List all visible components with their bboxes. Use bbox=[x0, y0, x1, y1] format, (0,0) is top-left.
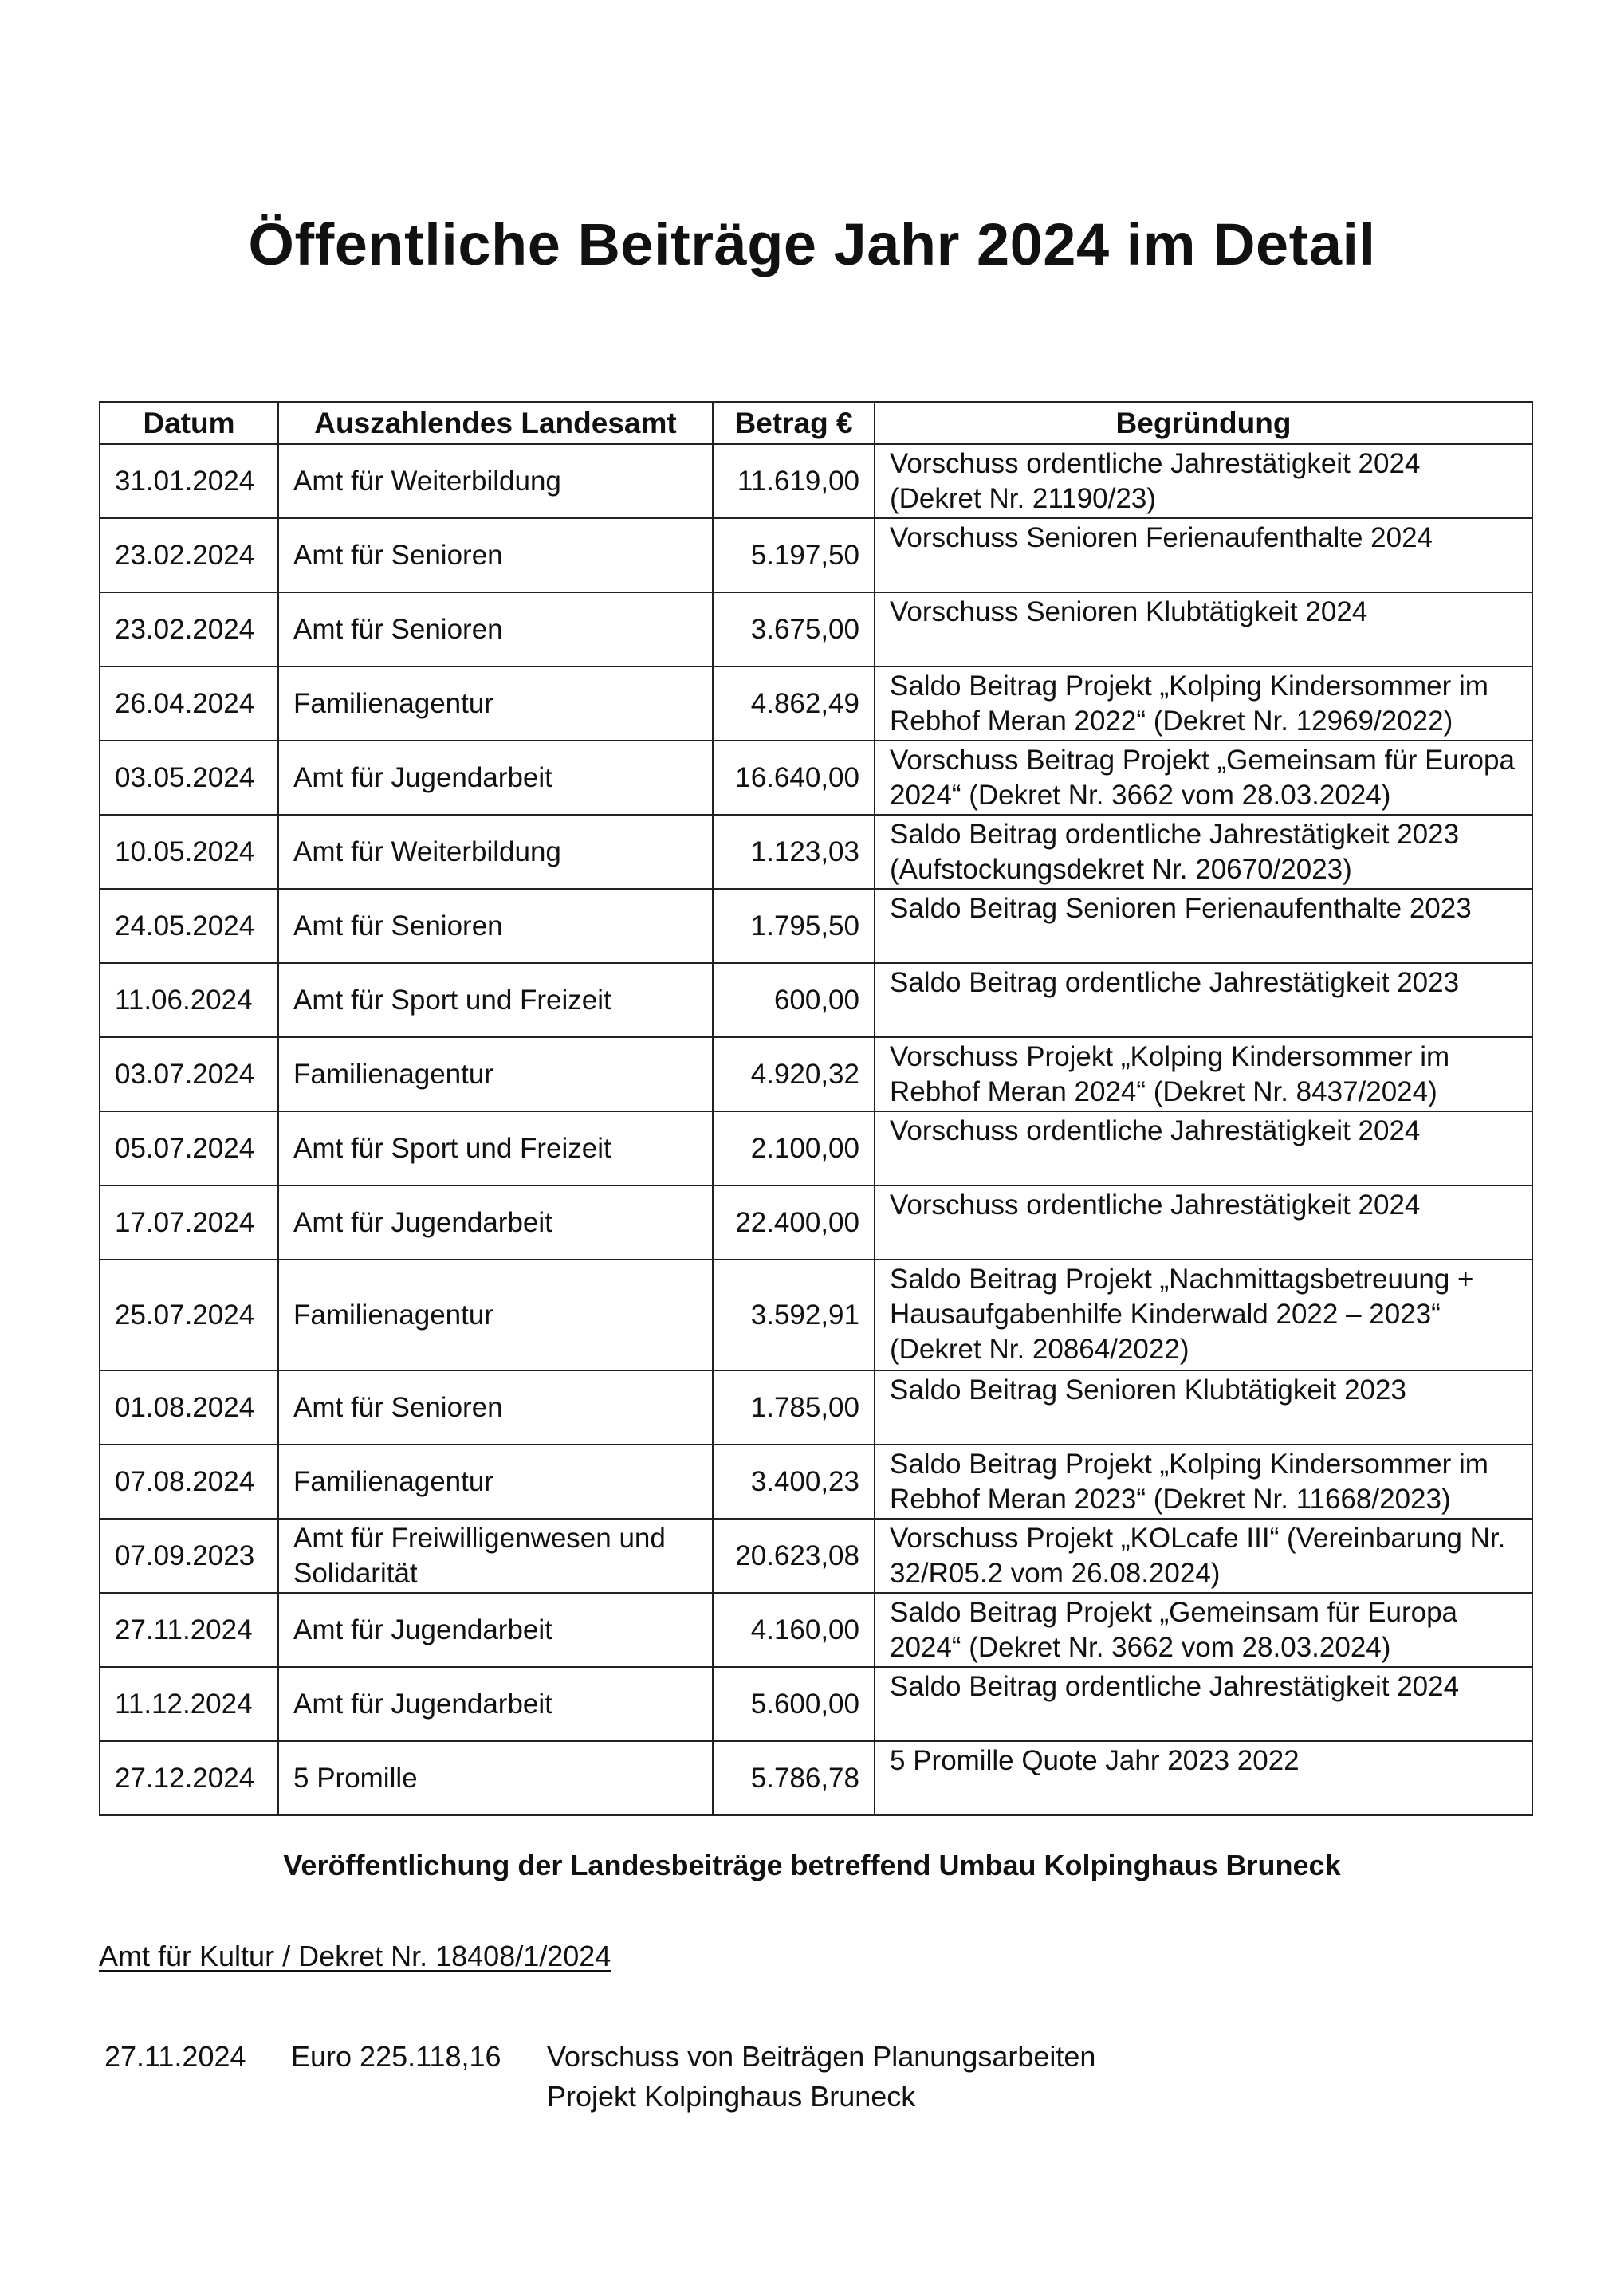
payment-description-line: Vorschuss von Beiträgen Planungsarbeiten bbox=[547, 2040, 1096, 2073]
page-title: Öffentliche Beiträge Jahr 2024 im Detail bbox=[248, 211, 1376, 277]
cell-amount: 3.592,91 bbox=[713, 1260, 875, 1370]
cell-date: 23.02.2024 bbox=[100, 592, 278, 666]
table-row bbox=[100, 963, 1532, 1037]
cell-amount: 11.619,00 bbox=[713, 444, 875, 518]
cell-date: 03.05.2024 bbox=[100, 741, 278, 815]
cell-amount: 20.623,08 bbox=[713, 1519, 875, 1593]
cell-amount: 22.400,00 bbox=[713, 1185, 875, 1260]
header-office: Auszahlendes Landesamt bbox=[278, 402, 713, 444]
table-row bbox=[100, 666, 1532, 741]
cell-date: 07.08.2024 bbox=[100, 1445, 278, 1519]
cell-reason: Saldo Beitrag Senioren Klubtätigkeit 2023 bbox=[875, 1370, 1532, 1445]
cell-date: 11.06.2024 bbox=[100, 963, 278, 1037]
payment-description-line: Projekt Kolpinghaus Bruneck bbox=[547, 2080, 916, 2113]
table-row bbox=[100, 1445, 1532, 1519]
table-row bbox=[100, 592, 1532, 666]
header-reason: Begründung bbox=[875, 402, 1532, 444]
cell-amount: 2.100,00 bbox=[713, 1111, 875, 1185]
cell-office: Amt für Jugendarbeit bbox=[278, 1667, 713, 1741]
table-header-row bbox=[100, 402, 1532, 444]
cell-office: Amt für Freiwilligenwesen und Solidarität bbox=[278, 1519, 713, 1593]
cell-amount: 5.786,78 bbox=[713, 1741, 875, 1815]
payment-amount: Euro 225.118,16 bbox=[291, 2040, 501, 2073]
table-row bbox=[100, 1037, 1532, 1111]
table-row bbox=[100, 1667, 1532, 1741]
table-row bbox=[100, 1741, 1532, 1815]
cell-reason: Vorschuss Senioren Klubtätigkeit 2024 bbox=[875, 592, 1532, 666]
cell-date: 01.08.2024 bbox=[100, 1370, 278, 1445]
cell-amount: 3.675,00 bbox=[713, 592, 875, 666]
cell-office: Amt für Senioren bbox=[278, 889, 713, 963]
cell-office: Amt für Sport und Freizeit bbox=[278, 1111, 713, 1185]
cell-reason: 5 Promille Quote Jahr 2023 2022 bbox=[875, 1741, 1532, 1815]
cell-amount: 5.600,00 bbox=[713, 1667, 875, 1741]
cell-reason: Saldo Beitrag Projekt „Kolping Kindersommer im Rebhof Meran 2022“ (Dekret Nr. 12969/2022) bbox=[875, 666, 1532, 741]
table-row bbox=[100, 1370, 1532, 1445]
cell-date: 17.07.2024 bbox=[100, 1185, 278, 1260]
cell-office: Amt für Senioren bbox=[278, 1370, 713, 1445]
payment-date: 27.11.2024 bbox=[104, 2040, 246, 2073]
cell-reason: Saldo Beitrag ordentliche Jahrestätigkeit 2023 (Aufstockungsdekret Nr. 20670/2023) bbox=[875, 815, 1532, 889]
cell-date: 24.05.2024 bbox=[100, 889, 278, 963]
cell-reason: Saldo Beitrag ordentliche Jahrestätigkeit 2024 bbox=[875, 1667, 1532, 1741]
cell-reason: Vorschuss Beitrag Projekt „Gemeinsam für Europa 2024“ (Dekret Nr. 3662 vom 28.03.2024) bbox=[875, 741, 1532, 815]
section-subtitle: Veröffentlichung der Landesbeiträge betreffend Umbau Kolpinghaus Bruneck bbox=[283, 1849, 1341, 1881]
cell-office: Amt für Jugendarbeit bbox=[278, 741, 713, 815]
cell-date: 11.12.2024 bbox=[100, 1667, 278, 1741]
cell-office: Amt für Weiterbildung bbox=[278, 444, 713, 518]
cell-reason: Saldo Beitrag Projekt „Nachmittagsbetreuung + Hausaufgabenhilfe Kinderwald 2022 – 2023“ (Dekret Nr. 20864/2022) bbox=[875, 1260, 1532, 1370]
table-row bbox=[100, 444, 1532, 518]
cell-reason: Saldo Beitrag Senioren Ferienaufenthalte 2023 bbox=[875, 889, 1532, 963]
cell-date: 07.09.2023 bbox=[100, 1519, 278, 1593]
cell-amount: 1.123,03 bbox=[713, 815, 875, 889]
cell-amount: 600,00 bbox=[713, 963, 875, 1037]
cell-office: Familienagentur bbox=[278, 1260, 713, 1370]
cell-office: Amt für Senioren bbox=[278, 518, 713, 592]
cell-office: Familienagentur bbox=[278, 666, 713, 741]
table-row bbox=[100, 1111, 1532, 1185]
cell-amount: 4.160,00 bbox=[713, 1593, 875, 1667]
cell-office: 5 Promille bbox=[278, 1741, 713, 1815]
cell-date: 26.04.2024 bbox=[100, 666, 278, 741]
cell-date: 27.12.2024 bbox=[100, 1741, 278, 1815]
cell-office: Amt für Sport und Freizeit bbox=[278, 963, 713, 1037]
cell-office: Amt für Weiterbildung bbox=[278, 815, 713, 889]
cell-office: Amt für Jugendarbeit bbox=[278, 1593, 713, 1667]
cell-amount: 3.400,23 bbox=[713, 1445, 875, 1519]
cell-reason: Saldo Beitrag Projekt „Gemeinsam für Europa 2024“ (Dekret Nr. 3662 vom 28.03.2024) bbox=[875, 1593, 1532, 1667]
cell-date: 25.07.2024 bbox=[100, 1260, 278, 1370]
table-row bbox=[100, 518, 1532, 592]
cell-date: 03.07.2024 bbox=[100, 1037, 278, 1111]
cell-date: 23.02.2024 bbox=[100, 518, 278, 592]
header-amount: Betrag € bbox=[713, 402, 875, 444]
cell-date: 27.11.2024 bbox=[100, 1593, 278, 1667]
table-row bbox=[100, 889, 1532, 963]
cell-reason: Vorschuss ordentliche Jahrestätigkeit 2024 bbox=[875, 1185, 1532, 1260]
cell-office: Familienagentur bbox=[278, 1037, 713, 1111]
cell-reason: Vorschuss ordentliche Jahrestätigkeit 2024 bbox=[875, 1111, 1532, 1185]
grants-table bbox=[99, 401, 1533, 1816]
cell-office: Familienagentur bbox=[278, 1445, 713, 1519]
table-row bbox=[100, 741, 1532, 815]
cell-office: Amt für Jugendarbeit bbox=[278, 1185, 713, 1260]
cell-amount: 4.920,32 bbox=[713, 1037, 875, 1111]
payment-description bbox=[547, 2037, 1264, 2117]
office-decree-line: Amt für Kultur / Dekret Nr. 18408/1/2024 bbox=[99, 1940, 611, 1972]
table-row bbox=[100, 1185, 1532, 1260]
cell-amount: 5.197,50 bbox=[713, 518, 875, 592]
table-row bbox=[100, 1519, 1532, 1593]
cell-amount: 1.785,00 bbox=[713, 1370, 875, 1445]
table-row bbox=[100, 815, 1532, 889]
cell-amount: 1.795,50 bbox=[713, 889, 875, 963]
cell-amount: 4.862,49 bbox=[713, 666, 875, 741]
cell-amount: 16.640,00 bbox=[713, 741, 875, 815]
cell-reason: Vorschuss ordentliche Jahrestätigkeit 2024 (Dekret Nr. 21190/23) bbox=[875, 444, 1532, 518]
cell-reason: Saldo Beitrag ordentliche Jahrestätigkeit 2023 bbox=[875, 963, 1532, 1037]
cell-reason: Saldo Beitrag Projekt „Kolping Kindersommer im Rebhof Meran 2023“ (Dekret Nr. 11668/2023) bbox=[875, 1445, 1532, 1519]
header-date: Datum bbox=[100, 402, 278, 444]
cell-date: 10.05.2024 bbox=[100, 815, 278, 889]
cell-date: 05.07.2024 bbox=[100, 1111, 278, 1185]
cell-office: Amt für Senioren bbox=[278, 592, 713, 666]
table-row bbox=[100, 1593, 1532, 1667]
cell-reason: Vorschuss Projekt „Kolping Kindersommer im Rebhof Meran 2024“ (Dekret Nr. 8437/2024) bbox=[875, 1037, 1532, 1111]
cell-reason: Vorschuss Senioren Ferienaufenthalte 2024 bbox=[875, 518, 1532, 592]
cell-reason: Vorschuss Projekt „KOLcafe III“ (Vereinbarung Nr. 32/R05.2 vom 26.08.2024) bbox=[875, 1519, 1532, 1593]
table-row bbox=[100, 1260, 1532, 1370]
cell-date: 31.01.2024 bbox=[100, 444, 278, 518]
